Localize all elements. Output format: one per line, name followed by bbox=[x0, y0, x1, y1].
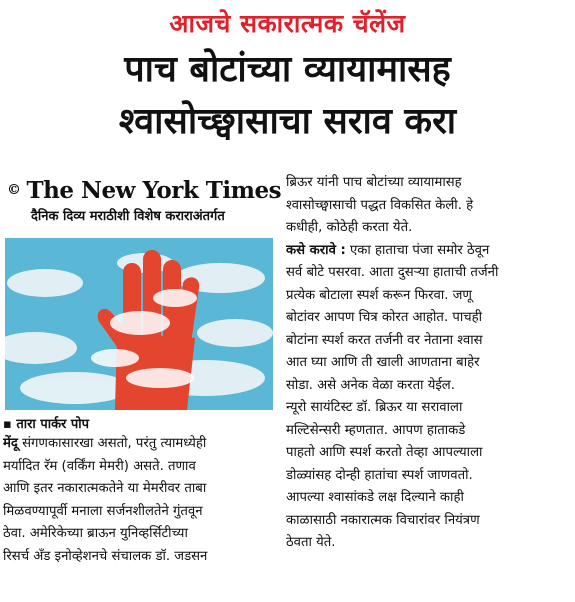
paragraph-line: मिळवण्यापूर्वी मनाला सर्जनशीलतेने गुंतवून bbox=[3, 503, 203, 519]
article-right-column bbox=[286, 172, 569, 555]
paragraph-line: न्यूरो सायंटिस्ट डॉ. ब्रिऊर या सरावाला bbox=[286, 400, 463, 415]
paragraph-line: आणि इतर नकारात्मकतेने या मेमरीवर ताबा bbox=[3, 481, 207, 496]
section-line: कसे करावे : एका हाताचा पंजा समोर ठेवून bbox=[286, 242, 490, 258]
paragraph-line: आपल्या श्वासांकडे लक्ष दिल्याने काही bbox=[286, 490, 464, 505]
paragraph-line: रिसर्च अँड इनोव्हेशनचे संचालक डॉ. जडसन bbox=[3, 548, 208, 564]
headline-line-1: पाच बोटांच्या व्यायामासह bbox=[124, 49, 451, 90]
paragraph-line: ठेवता येते. bbox=[286, 535, 336, 550]
nyt-logo-text: The New York Times bbox=[26, 177, 282, 204]
partner-credit bbox=[5, 175, 282, 230]
drop-lead: मेंदू bbox=[3, 436, 18, 451]
paragraph-line: काळासाठी नकारात्मक विचारांवर नियंत्रण bbox=[286, 512, 480, 528]
section-heading: कसे करावे : bbox=[286, 242, 346, 258]
paragraph-line: प्रत्येक बोटाला स्पर्श करून फिरवा. जणू bbox=[286, 287, 472, 303]
paragraph-line: बोटांवर आपण चित्र कोरत आहोत. पाचही bbox=[286, 310, 483, 325]
paragraph-line: ठेवा. अमेरिकेच्या ब्राऊन युनिव्हर्सिटीच्या bbox=[3, 526, 188, 541]
paragraph-line: मर्यादित रॅम (वर्किंग मेमरी) असते. तणाव bbox=[3, 458, 196, 474]
paragraph-line: सोडा. असे अनेक वेळा करता येईल. bbox=[286, 377, 455, 393]
paragraph-line: ब्रिऊर यांनी पाच बोटांच्या व्यायामासह bbox=[286, 175, 462, 190]
hand-with-clouds-illustration bbox=[5, 238, 273, 410]
article-left-column bbox=[3, 433, 273, 568]
partner-subtitle: दैनिक दिव्य मराठीशी विशेष कराराअंतर्गत bbox=[31, 209, 225, 224]
paragraph-line: डोळ्यांसह दोन्ही हातांचा स्पर्श जाणवतो. bbox=[286, 467, 473, 483]
paragraph-line: पाहतो आणि स्पर्श करतो तेव्हा आपल्याला bbox=[286, 445, 483, 460]
paragraph-line: मेंदू संगणकासारखा असतो, परंतु त्यामध्येही bbox=[3, 436, 207, 451]
headline bbox=[0, 44, 575, 148]
headline-line-2: श्वासोच्छ्वासाचा सराव करा bbox=[118, 101, 457, 142]
paragraph-line: श्वासोच्छ्वासाची पद्धत विकसित केली. हे bbox=[286, 197, 474, 213]
nyt-logo bbox=[7, 177, 281, 204]
byline: ▪ तारा पार्कर पोप bbox=[3, 417, 90, 432]
hand-illustration-svg bbox=[5, 238, 273, 410]
paragraph-line: सर्व बोटे पसरवा. आता दुसऱ्या हाताची तर्जनी bbox=[286, 265, 499, 280]
paragraph-line: कधीही, कोठेही करता येते. bbox=[286, 220, 413, 235]
paragraph-line: बोटांना स्पर्श करत तर्जनी वर नेताना श्वास bbox=[286, 332, 483, 348]
copyright-mark: © bbox=[7, 182, 21, 198]
paragraph-line: मल्टिसेन्सरी म्हणतात. आपण हाताकडे bbox=[286, 422, 466, 438]
kicker-title: आजचे सकारात्मक चॅलेंज bbox=[169, 9, 406, 38]
paragraph-line: आत घ्या आणि ती खाली आणताना बाहेर bbox=[286, 355, 480, 370]
